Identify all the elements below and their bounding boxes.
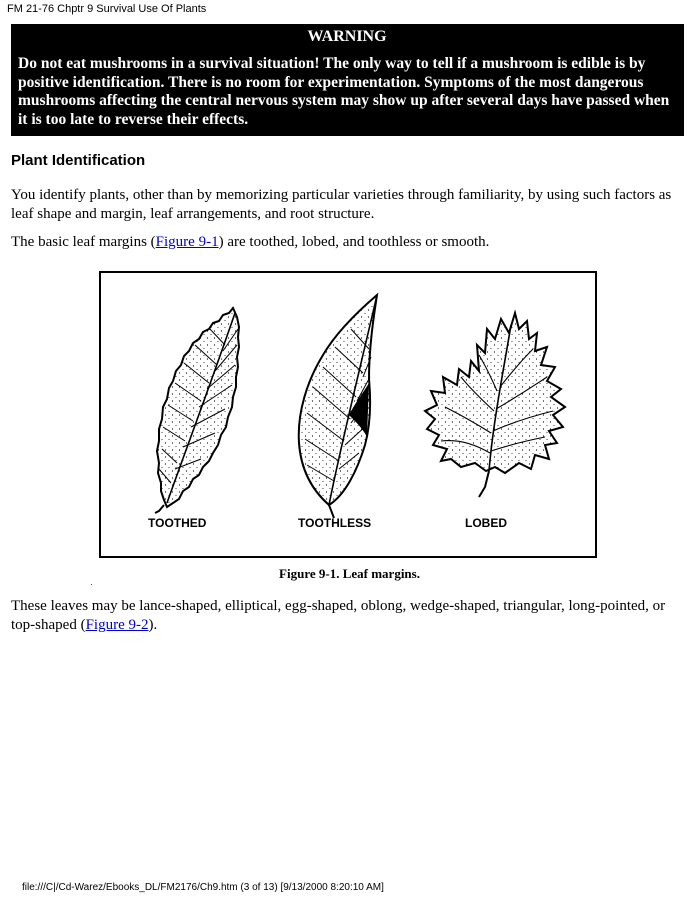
toothless-leaf-drawing [299, 295, 377, 518]
section-heading: Plant Identification [11, 152, 146, 169]
paragraph-identification: You identify plants, other than by memorizing particular varieties through familiarity, by using such factors as leaf shape and margin, leaf arrangements, and root structure. [11, 187, 672, 222]
toothed-leaf-drawing [155, 308, 239, 513]
paragraph-text: These leaves may be lance-shaped, elliptical, egg-shaped, oblong, wedge-shaped, triangular, long-pointed, or top-shaped ( [11, 598, 666, 633]
label-lobed: LOBED [465, 516, 507, 530]
figure-9-1-link[interactable]: Figure 9-1 [155, 234, 219, 250]
figure-9-2-link[interactable]: Figure 9-2 [85, 617, 149, 633]
lobed-leaf-drawing [425, 313, 565, 497]
paragraph-leaf-margins [11, 233, 686, 252]
figure-caption: Figure 9-1. Leaf margins. [279, 566, 420, 581]
warning-title: WARNING [307, 28, 387, 45]
paragraph-leaf-shapes [11, 597, 686, 635]
stray-dot [91, 584, 92, 585]
leaf-margins-illustration [101, 273, 595, 556]
paragraph-text: The basic leaf margins ( [11, 234, 156, 250]
page-footer-url: file:///C|/Cd-Warez/Ebooks_DL/FM2176/Ch9.htm (3 of 13) [9/13/2000 8:20:10 AM] [22, 882, 384, 893]
page-header-title: FM 21-76 Chptr 9 Survival Use Of Plants [7, 3, 207, 15]
label-toothless: TOOTHLESS [298, 516, 372, 530]
warning-text: Do not eat mushrooms in a survival situation! The only way to tell if a mushroom is edible is by positive identification. There is no room for experimentation. Symptoms of the most dangerous mushrooms affecting the central nervous system may show up after several days have passed when it is too late to reverse their effects. [18, 55, 670, 128]
paragraph-text: ). [148, 617, 158, 633]
figure-9-1 [99, 271, 597, 558]
warning-box [11, 24, 684, 136]
paragraph-text: ) are toothed, lobed, and toothless or smooth. [218, 234, 490, 250]
label-toothed: TOOTHED [148, 516, 207, 530]
